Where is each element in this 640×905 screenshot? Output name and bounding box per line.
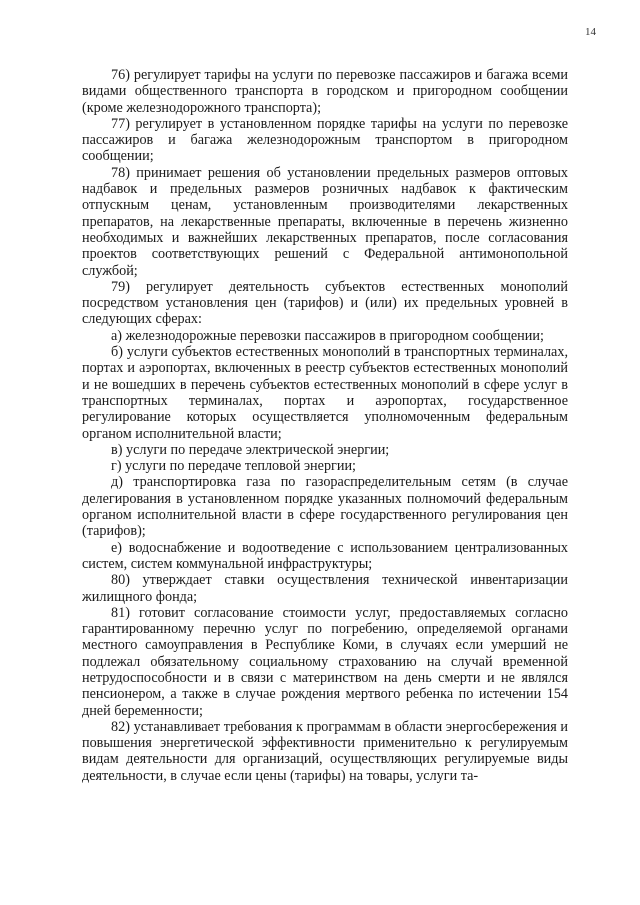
subitem-v: в) услуги по передаче электрической энергии;	[111, 441, 390, 458]
paragraph-79: 79) регулирует деятельность субъектов естественных монополий посредством установления цен (тарифов) и (или) их предельных уровней в следующих сферах:	[82, 278, 568, 328]
paragraph-82: 82) устанавливает требования к программам в области энергосбережения и повышения энергетической эффективности применительно к регулируемым видам деятельности для организаций, осуществляющих регулируемые виды деятельности, в случае если цены (тарифы) на товары, услуги та-	[82, 718, 568, 784]
paragraph-76: 76) регулирует тарифы на услуги по перевозке пассажиров и багажа всеми видами общественного транспорта в городском и пригородном сообщении (кроме железнодорожного транспорта);	[82, 67, 568, 116]
subitem-e: е) водоснабжение и водоотведение с использованием централизованных систем, систем коммунальной инфраструктуры;	[82, 539, 568, 572]
subitem-d: д) транспортировка газа по газораспределительным сетям (в случае делегирования в установленном порядке указанных полномочий федеральным органом исполнительной власти в сфере государственного регулирования цен (тарифов);	[82, 474, 568, 540]
paragraph-80: 80) утверждает ставки осуществления технической инвентаризации жилищного фонда;	[82, 572, 568, 605]
subitem-b: б) услуги субъектов естественных монополий в транспортных терминалах, портах и аэропортах, включенных в реестр субъектов естественных монополий и не вошедших в перечень субъектов естественных монополий в сфере услуг в транспортных терминалах, портах и аэропортах, государственное регулирование которых осуществляется уполномоченным федеральным органом исполнительной власти;	[82, 344, 568, 442]
document-body	[82, 67, 568, 784]
subitem-a: а) железнодорожные перевозки пассажиров в пригородном сообщении;	[111, 327, 544, 344]
subitem-g: г) услуги по передаче тепловой энергии;	[111, 458, 356, 475]
paragraph-77: 77) регулирует в установленном порядке тарифы на услуги по перевозке пассажиров и багажа железнодорожным транспортом в пригородном сообщении;	[82, 115, 568, 165]
page-number: 14	[585, 26, 596, 38]
paragraph-78: 78) принимает решения об установлении предельных размеров оптовых надбавок и предельных размеров розничных надбавок к фактическим отпускным ценам, установленным производителями лекарственных препаратов, на лекарственные препараты, включенные в перечень жизненно необходимых и важнейших лекарственных препаратов, после согласования проектов соответствующих решений с Федеральной антимонопольной службой;	[82, 164, 568, 279]
paragraph-81: 81) готовит согласование стоимости услуг, предоставляемых согласно гарантированному перечню услуг по погребению, определяемой органами местного самоуправления в Республике Коми, в случаях если умерший не подлежал обязательному социальному страхованию на случай временной нетрудоспособности и в связи с материнством на день смерти и не являлся пенсионером, а также в случае рождения мертвого ребенка по истечении 154 дней беременности;	[82, 604, 568, 719]
